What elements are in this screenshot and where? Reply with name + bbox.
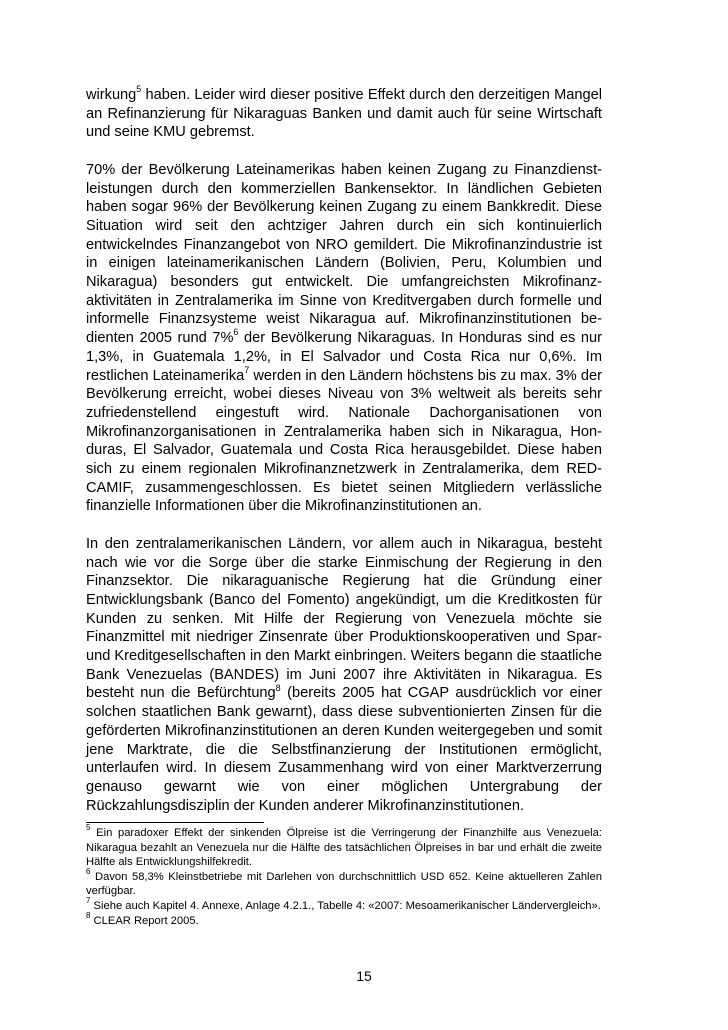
footnote-text: Ein paradoxer Effekt der sinkenden Ölpreise ist die Verringerung der Finanzhilfe aus Venezuela: Nikaragua bezahlt an Venezuela nur die Hälfte des tatsächlichen Ölpreises in bar und erhält die zweite Hälfte als Entwicklungshilfekredit.: [86, 827, 602, 869]
paragraph-text: 70% der Bevölkerung Lateinamerikas haben keinen Zugang zu Finanzdienstleistungen durch den kommerziellen Bankensektor. In ländlichen Gebieten haben sogar 96% der Bevölkerung keinen Zugang zu einem Bankkredit. Diese Situation wird seit den achtziger Jahren durch ein sich kontinuierlich entwickelndes Finanzangebot von NRO gemildert. Die Mikrofinanzindustrie ist in einigen lateinamerikanischen Ländern (Bolivien, Peru, Kolumbien und Nikaragua) besonders gut entwickelt. Die umfangreichsten Mikrofinanzaktivitäten in Zentralamerika im Sinne von Kreditvergaben durch formelle und informelle Finanzsysteme weist Nikaragua auf. Mikrofinanzinstitutionen bedienten 2005 rund 7%: [86, 161, 602, 347]
footnote-marker: 7: [244, 364, 250, 375]
footnotes: [86, 823, 602, 928]
paragraph: [86, 535, 602, 816]
footnote: [86, 910, 602, 929]
footnote-marker: 6: [233, 327, 239, 338]
paragraph: [86, 86, 602, 142]
paragraph-text: wirkung: [86, 87, 137, 103]
footnote-number: 5: [86, 823, 91, 833]
footnote-number: 6: [86, 867, 91, 877]
footnote-number: 8: [86, 910, 91, 920]
footnote-marker: 8: [275, 682, 281, 693]
footnote-text: CLEAR Report 2005.: [90, 914, 199, 927]
paragraph-text: In den zentralamerikanischen Ländern, vor allem auch in Nikaragua, besteht nach wie vor die Sorge über die starke Einmischung der Regierung in den Finanzsektor. Die nikaraguanische Regierung hat die Gründung einer Entwicklungsbank (Banco del Fomento) angekündigt, um die Kreditkosten für Kunden zu senken. Mit Hilfe der Regierung von Venezuela möchte sie Finanzmittel mit niedriger Zinsenrate über Produktionskooperativen und Spar- und Kreditgesellschaften in den Markt einbringen. Weiters begann die staatliche Bank Venezuelas (BANDES) im Juni 2007 ihre Aktivitäten in Nikaragua. Es besteht nun die Befürchtung: [86, 535, 602, 702]
footnote: [86, 867, 602, 899]
paragraph-text: der Bevölkerung Nikaraguas. In Honduras sind es nur 1,3%, in Guatemala 1,2%, in El Salvador und Costa Rica nur 0,6%. Im restlichen Lateinamerika: [86, 330, 602, 384]
footnote: [86, 823, 602, 870]
paragraph-text: (bereits 2005 hat CGAP ausdrücklich vor einer solchen staatlichen Bank gewarnt), dass diese subventionierten Zinsen für die geförderten Mikrofinanzinstitutionen an deren Kunden weitergegeben und somit jene Marktrate, die die Selbstfinanzierung der Institutionen ermöglicht, unterlaufen wird. In diesem Zusammenhang wird von einer Marktverzerrung genauso gewarnt wie von einer möglichen Untergrabung der Rückzahlungsdisziplin der Kunden anderer Mikrofinanzinstitutionen.: [86, 685, 602, 814]
footnote-separator: [86, 822, 264, 823]
footnote-marker: 5: [136, 84, 142, 95]
page-number: 15: [356, 968, 372, 984]
footnote: [86, 896, 602, 914]
paragraph: [86, 161, 602, 516]
paragraph-text: haben. Leider wird dieser positive Effekt durch den derzeitigen Mangel an Refinanzierung für Nikaraguas Banken und damit auch für seine Wirtschaft und seine KMU gebremst.: [86, 87, 602, 141]
footnote-text: Davon 58,3% Kleinstbetriebe mit Darlehen von durchschnittlich USD 652. Keine aktuelleren Zahlen verfügbar.: [86, 870, 602, 898]
body-text: [86, 86, 602, 834]
paragraph-text: werden in den Ländern höchstens bis zu max. 3% der Bevölkerung erreicht, wobei dieses Niveau von 3% weltweit als bereits sehr zufriedenstellend eingestuft wird. Nationale Dachorganisationen von Mikrofinanzorganisationen in Zentralamerika haben sich in Nikaragua, Honduras, El Salvador, Guatemala und Costa Rica herausgebildet. Diese haben sich zu einem regionalen Mikrofinanznetzwerk in Zentralamerika, dem RED-CAMIF, zusammengeschlossen. Es bietet seinen Mitgliedern verlässliche finanzielle Informationen über die Mikrofinanzinstitutionen an.: [86, 367, 602, 515]
footnote-number: 7: [86, 896, 91, 906]
footnote-text: Siehe auch Kapitel 4. Annexe, Anlage 4.2.1., Tabelle 4: «2007: Mesoamerikanischer Ländervergleich».: [90, 899, 601, 912]
